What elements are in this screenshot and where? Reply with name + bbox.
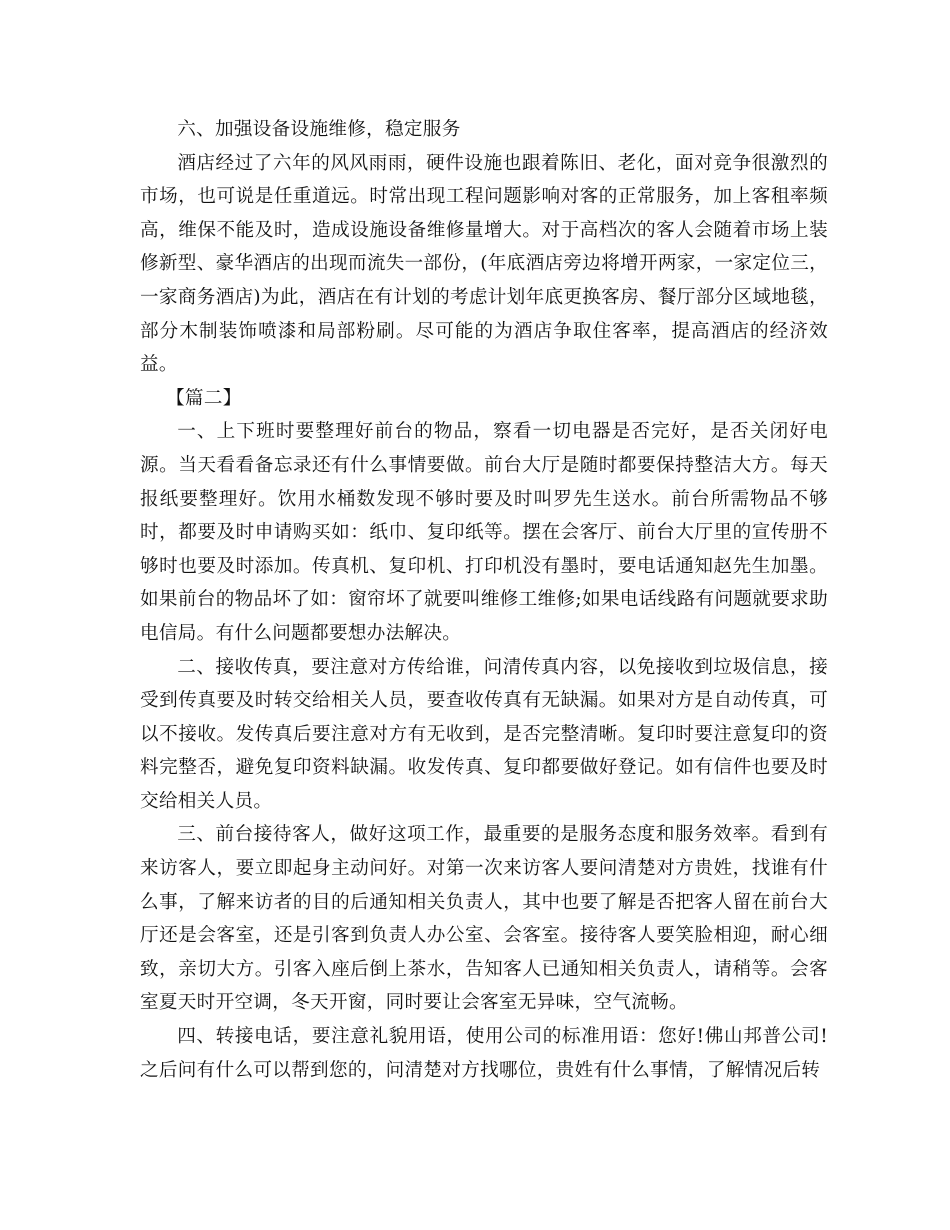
paragraph-item-four: 四、转接电话，要注意礼貌用语，使用公司的标准用语：您好!佛山邦普公司!之后问有什么可以帮到您的，问清楚对方找哪位，贵姓有什么事情，了解情况后转	[140, 1026, 828, 1081]
document-page	[140, 113, 828, 1087]
paragraph-item-two: 二、接收传真，要注意对方传给谁，问清传真内容，以免接收到垃圾信息，接受到传真要及时转交给相关人员，要查收传真有无缺漏。如果对方是自动传真，可以不接收。发传真后要注意对方有无收到，是否完整清晰。复印时要注意复印的资料完整否，避免复印资料缺漏。收发传真、复印都要做好登记。如有信件也要及时交给相关人员。	[140, 656, 828, 812]
paragraph-facility-maintenance: 酒店经过了六年的风风雨雨，硬件设施也跟着陈旧、老化，面对竞争很激烈的市场，也可说是任重道远。时常出现工程问题影响对客的正常服务，加上客租率频高，维保不能及时，造成设施设备维修量增大。对于高档次的客人会随着市场上装修新型、豪华酒店的出现而流失一部份，(年底酒店旁边将增开两家，一家定位三，一家商务酒店)为此，酒店在有计划的考虑计划年底更换客房、餐厅部分区域地毯，部分木制装饰喷漆和局部粉刷。尽可能的为酒店争取住客率，提高酒店的经济效益。	[140, 152, 828, 376]
section-heading-six: 六、加强设备设施维修，稳定服务	[177, 119, 461, 140]
section-title-part-two: 【篇二】	[166, 387, 242, 409]
paragraph-item-three: 三、前台接待客人，做好这项工作，最重要的是服务态度和服务效率。看到有来访客人，要立即起身主动问好。对第一次来访客人要问清楚对方贵姓，找谁有什么事，了解来访者的目的后通知相关负责人，其中也要了解是否把客人留在前台大厅还是会客室，还是引客到负责人办公室、会客室。接待客人要笑脸相迎，耐心细致，亲切大方。引客入座后倒上茶水，告知客人已通知相关负责人，请稍等。会客室夏天时开空调，冬天开窗，同时要让会客室无异味，空气流畅。	[140, 824, 828, 1014]
paragraph-item-one: 一、上下班时要整理好前台的物品，察看一切电器是否完好，是否关闭好电源。当天看看备忘录还有什么事情要做。前台大厅是随时都要保持整洁大方。每天报纸要整理好。饮用水桶数发现不够时要及时叫罗先生送水。前台所需物品不够时，都要及时申请购买如：纸巾、复印纸等。摆在会客厅、前台大厅里的宣传册不够时也要及时添加。传真机、复印机、打印机没有墨时，要电话通知赵先生加墨。如果前台的物品坏了如：窗帘坏了就要叫维修工维修;如果电话线路有问题就要求助电信局。有什么问题都要想办法解决。	[140, 421, 828, 644]
